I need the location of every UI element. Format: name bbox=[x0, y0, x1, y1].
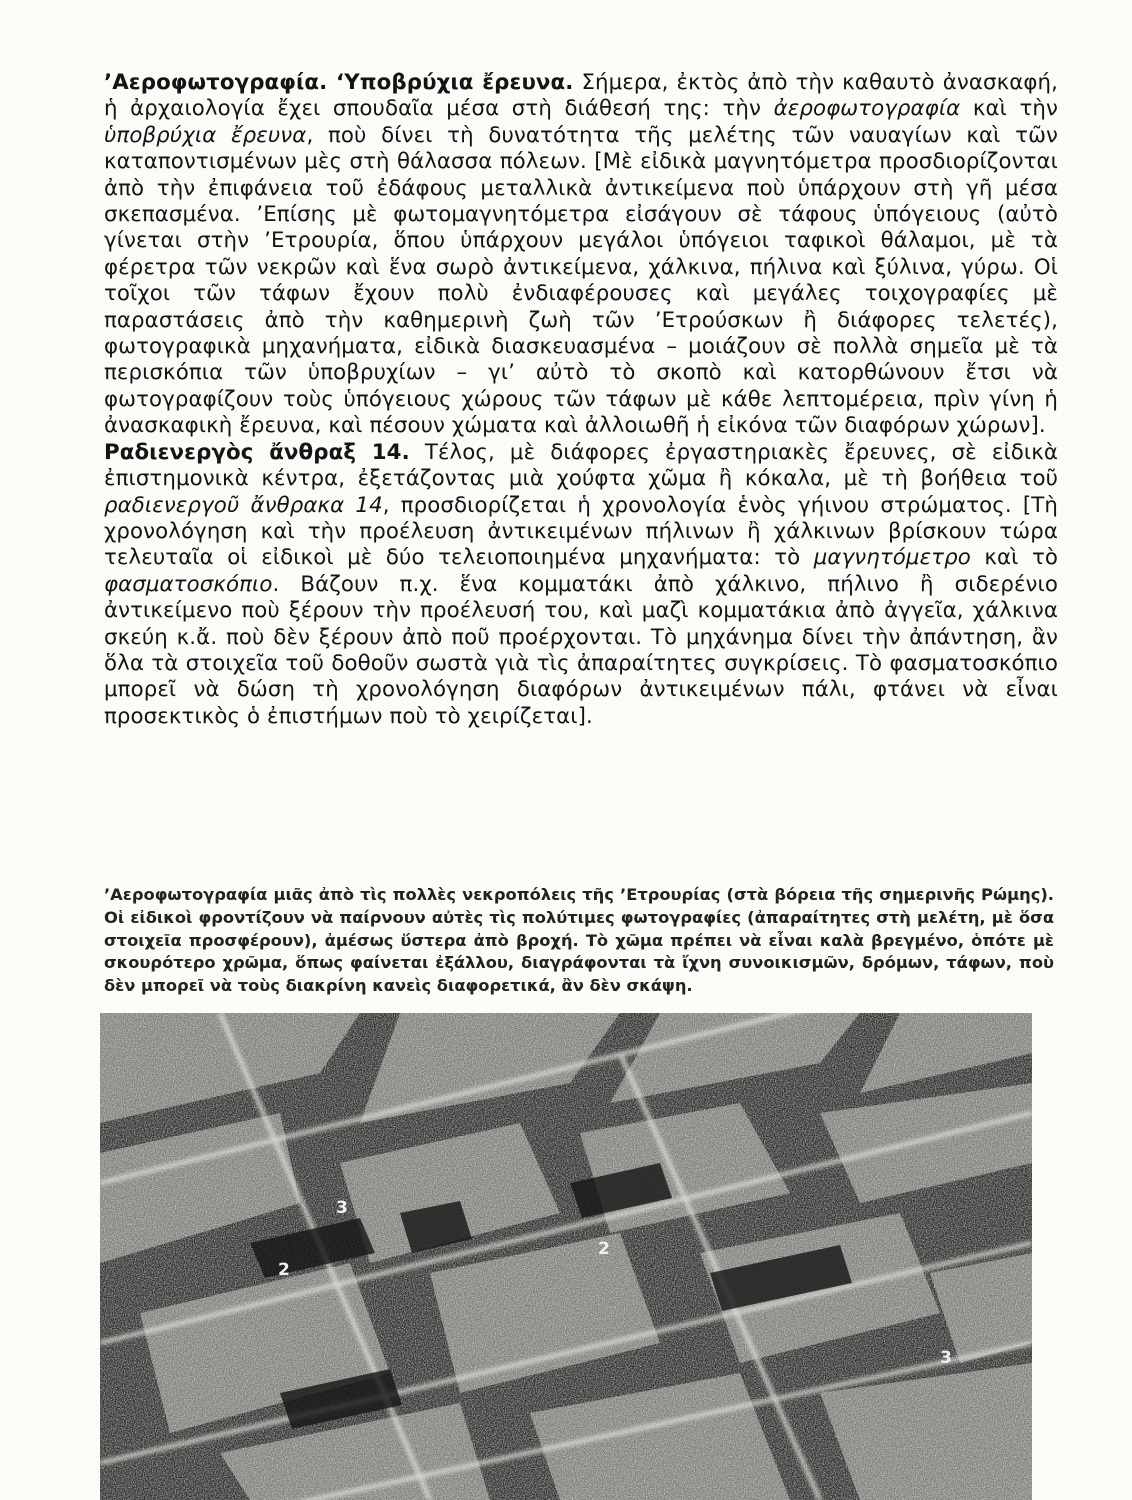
paragraph-aerial-underwater bbox=[104, 70, 1058, 440]
body-text: καὶ τὴν bbox=[960, 96, 1058, 122]
emphasis-term: ὑποβρύχια ἔρευνα bbox=[104, 122, 307, 148]
body-text: Τέλος, μὲ διάφορες ἐργαστηριακὲς ἔρευνες, σὲ εἰδικὰ ἐπιστημονικὰ κέντρα, ἐξετάζοντας μιὰ χούφτα χῶμα ἢ κόκαλα, μὲ τὴ βοήθεια τοῦ bbox=[104, 439, 1058, 492]
heading-aerial-underwater: ’Αεροφωτογραφία. ‘Υποβρύχια ἔρευνα. bbox=[104, 70, 574, 95]
emphasis-term: φασματοσκόπιο bbox=[104, 571, 273, 597]
body-text: Σήμερα, ἐκτὸς ἀπὸ τὴν καθαυτὸ ἀνασκαφή, ἡ ἀρχαιολογία ἔχει σπουδαῖα μέσα στὴ διάθεσή της: τὴν bbox=[104, 70, 1058, 122]
body-text: καὶ τὸ bbox=[970, 545, 1059, 571]
body-text: , προσδιορίζεται ἡ χρονολογία ἑνὸς γήινου στρώματος. [Τὴ χρονολόγηση καὶ τὴν προέλευση ἀντικειμένων πήλινων ἢ χάλκινων βρίσκουν τώρα τελευταῖα οἱ εἰδικοὶ μὲ δύο τελειοποιημένα μηχανήματα: τὸ bbox=[104, 492, 1058, 571]
heading-radiocarbon: Ραδιενεργὸς ἄνθραξ 14. bbox=[104, 439, 410, 465]
photo-label: 3 bbox=[940, 1348, 952, 1368]
photo-label: 3 bbox=[336, 1198, 348, 1218]
photo-label: 2 bbox=[278, 1260, 290, 1280]
emphasis-term: μαγνητόμετρο bbox=[813, 545, 971, 571]
aerial-photo-necropolis bbox=[100, 1013, 1032, 1500]
paragraph-radiocarbon bbox=[104, 440, 1058, 730]
body-text: , ποὺ δίνει τὴ δυνατότητα τῆς μελέτης τῶν ναυαγίων καὶ τῶν καταποντισμένων μὲς στὴ θάλασσα πόλεων. [Μὲ εἰδικὰ μαγνητόμετρα προσδιορίζονται ἀπὸ τὴν ἐπιφάνεια τοῦ ἐδάφους μεταλλικὰ ἀντικείμενα ποὺ ὑπάρχουν στὴ γῆ μέσα σκεπασμένα. ’Επίσης μὲ φωτομαγνητόμετρα εἰσάγουν σὲ τάφους ὑπόγειους (αὐτὸ γίνεται στὴν ’Ετρουρία, ὅπου ὑπάρχουν μεγάλοι ὑπόγειοι ταφικοὶ θάλαμοι, μὲ τὰ φέρετρα τῶν νεκρῶν καὶ ἕνα σωρὸ ἀντικείμενα, χάλκινα, πήλινα καὶ ξύλινα, γύρω. Οἱ τοῖχοι τῶν τάφων ἔχουν πολὺ ἐνδιαφέρουσες καὶ μεγάλες τοιχογραφίες μὲ παραστάσεις ἀπὸ τὴν καθημερινὴ ζωὴ τῶν ’Ετρούσκων ἢ διάφορες τελετές), φωτογραφικὰ μηχανήματα, εἰδικὰ διασκευασμένα – μοιάζουν σὲ πολλὰ σημεῖα μὲ τὰ περισκόπια τῶν ὑποβρυχίων – γι’ αὐτὸ τὸ σκοπὸ καὶ κατορθώνουν ἔτσι νὰ φωτογραφίζουν τοὺς ὑπόγειους χώρους τῶν τάφων μὲ κάθε λεπτομέρεια, πρὶν γίνη ἡ ἀνασκαφικὴ ἔρευνα, καὶ πέσουν χώματα καὶ ἀλλοιωθῆ ἡ εἰκόνα τῶν διαφόρων χώρων]. bbox=[104, 122, 1058, 439]
photo-label: 2 bbox=[598, 1239, 610, 1259]
article-body bbox=[104, 70, 1058, 730]
emphasis-term: ἀεροφωτογραφία bbox=[773, 96, 961, 122]
photo-caption: ’Αεροφωτογραφία μιᾶς ἀπὸ τὶς πολλὲς νεκροπόλεις τῆς ’Ετρουρίας (στὰ βόρεια τῆς σημερινῆς Ρώμης). Οἱ εἰδικοὶ φροντίζουν νὰ παίρνουν αὐτὲς τὶς πολύτιμες φωτογραφίες (ἀπαραίτητες στὴ μελέτη, μὲ ὅσα στοιχεῖα προσφέρουν), ἀμέσως ὕστερα ἀπὸ βροχή. Τὸ χῶμα πρέπει νὰ εἶναι καλὰ βρεγμένο, ὁπότε μὲ σκουρότερο χρῶμα, ὅπως φαίνεται ἐξάλλου, διαγράφονται τὰ ἴχνη συνοικισμῶν, δρόμων, τάφων, ποὺ δὲν μπορεῖ νὰ τοὺς διακρίνη κανεὶς διαφορετικά, ἂν δὲν σκάψη. bbox=[104, 885, 1054, 996]
body-text: . Βάζουν π.χ. ἕνα κομματάκι ἀπὸ χάλκινο, πήλινο ἢ σιδερένιο ἀντικείμενο ποὺ ξέρουν τὴν προέλευσή του, καὶ μαζὶ κομματάκια ἀπὸ ἀγγεῖα, χάλκινα σκεύη κ.ἄ. ποὺ δὲν ξέρουν ἀπὸ ποῦ προέρχονται. Τὸ μηχάνημα δίνει τὴν ἀπάντηση, ἂν ὅλα τὰ στοιχεῖα τοῦ δοθοῦν σωστὰ γιὰ τὶς ἀπαραίτητες συγκρίσεις. Τὸ φασματοσκόπιο μπορεῖ νὰ δώση τὴ χρονολόγηση διαφόρων ἀντικειμένων πάλι, φτάνει νὰ εἶναι προσεκτικὸς ὁ ἐπιστήμων ποὺ τὸ χειρίζεται]. bbox=[104, 571, 1058, 729]
emphasis-term: ραδιενεργοῦ ἄνθρακα 14 bbox=[104, 492, 383, 518]
